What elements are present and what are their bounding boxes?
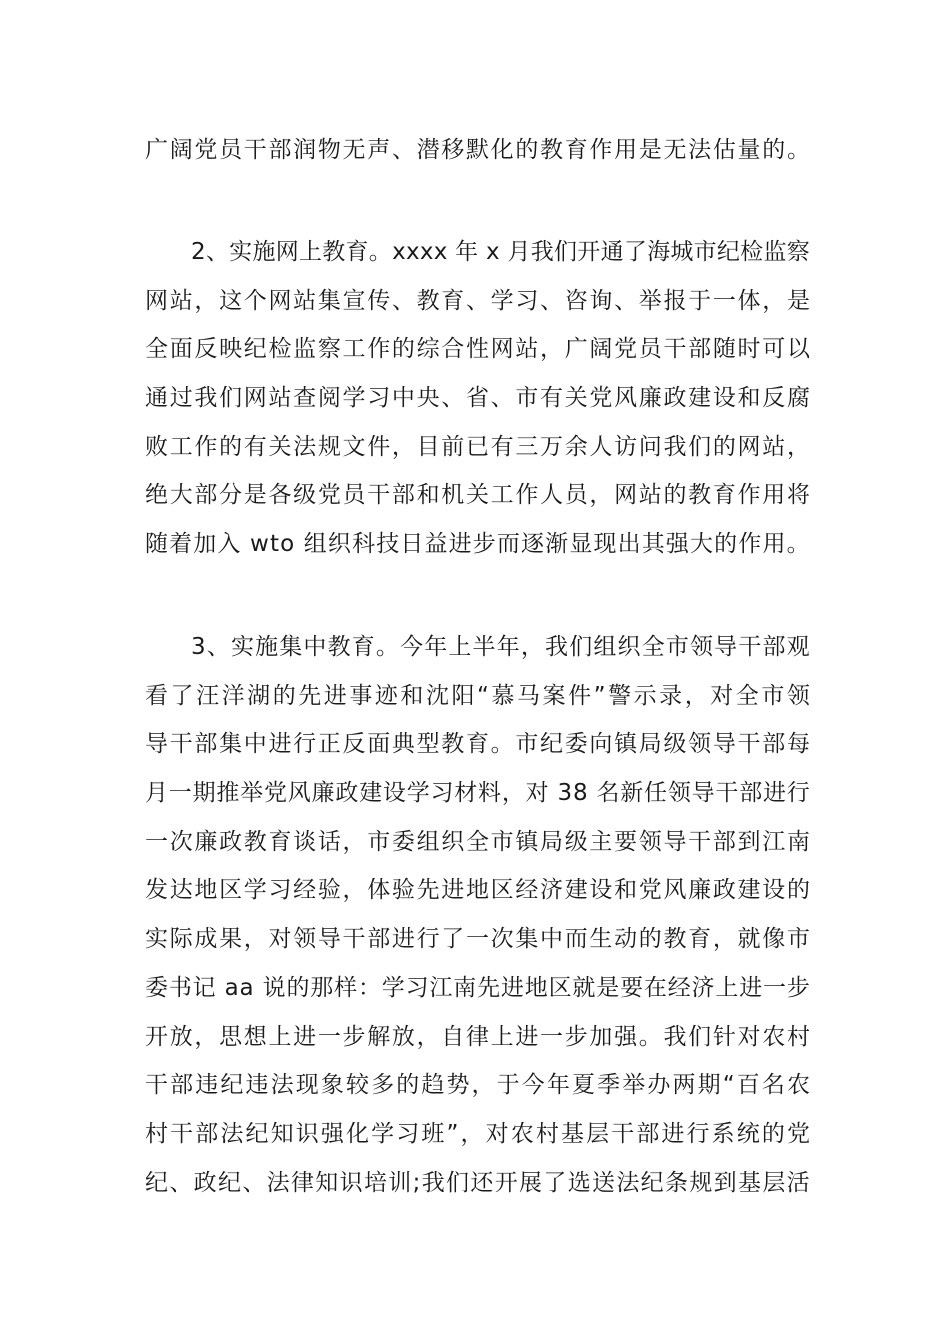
paragraph-3 xyxy=(145,623,813,1207)
paragraph-line: 纪、政纪、法律知识培训;我们还开展了选送法纪条规到基层活 xyxy=(145,1169,811,1196)
paragraph-2 xyxy=(145,228,810,569)
paragraph-line: 网站，这个网站集宣传、教育、学习、咨询、举报于一体，是 xyxy=(145,287,812,314)
paragraph-line: 广阔党员干部润物无声、潜移默化的教育作用是无法估量的。 xyxy=(145,137,812,163)
paragraph-line: 3、实施集中教育。今年上半年，我们组织全市领导干部观 xyxy=(191,634,811,660)
paragraph-line: 实际成果，对领导干部进行了一次集中而生动的教育，就像市 xyxy=(145,926,812,953)
paragraph-line: 开放，思想上进一步解放，自律上进一步加强。我们针对农村 xyxy=(145,1023,812,1050)
paragraph-line: 通过我们网站查阅学习中央、省、市有关党风廉政建设和反腐 xyxy=(145,385,812,412)
paragraph-line: 败工作的有关法规文件，目前已有三万余人访问我们的网站， xyxy=(145,433,812,460)
paragraph-line: 委书记 aa 说的那样：学习江南先进地区就是要在经济上进一步 xyxy=(145,974,811,1001)
paragraph-line: 导干部集中进行正反面典型教育。市纪委向镇局级领导干部每 xyxy=(145,731,812,758)
paragraph-line: 一次廉政教育谈话，市委组织全市镇局级主要领导干部到江南 xyxy=(145,828,812,855)
paragraph-line: 月一期推举党风廉政建设学习材料，对 38 名新任领导干部进行 xyxy=(145,780,811,807)
paragraph-line: 2、实施网上教育。xxxx 年 x 月我们开通了海城市纪检监察 xyxy=(191,239,810,265)
paragraph-line: 绝大部分是各级党员干部和机关工作人员，网站的教育作用将 xyxy=(145,482,812,509)
paragraph-line: 全面反映纪检监察工作的综合性网站，广阔党员干部随时可以 xyxy=(145,336,812,363)
paragraph-1 xyxy=(145,126,810,175)
paragraph-line: 村干部法纪知识强化学习班”，对农村基层干部进行系统的党 xyxy=(145,1120,813,1147)
paragraph-line: 随着加入 wto 组织科技日益进步而逐渐显现出其强大的作用。 xyxy=(145,531,811,558)
paragraph-line: 看了汪洋湖的先进事迹和沈阳“慕马案件”警示录，对全市领 xyxy=(145,682,813,709)
paragraph-line: 干部违纪违法现象较多的趋势，于今年夏季举办两期“百名农 xyxy=(145,1072,813,1099)
paragraph-line: 发达地区学习经验，体验先进地区经济建设和党风廉政建设的 xyxy=(145,877,812,904)
